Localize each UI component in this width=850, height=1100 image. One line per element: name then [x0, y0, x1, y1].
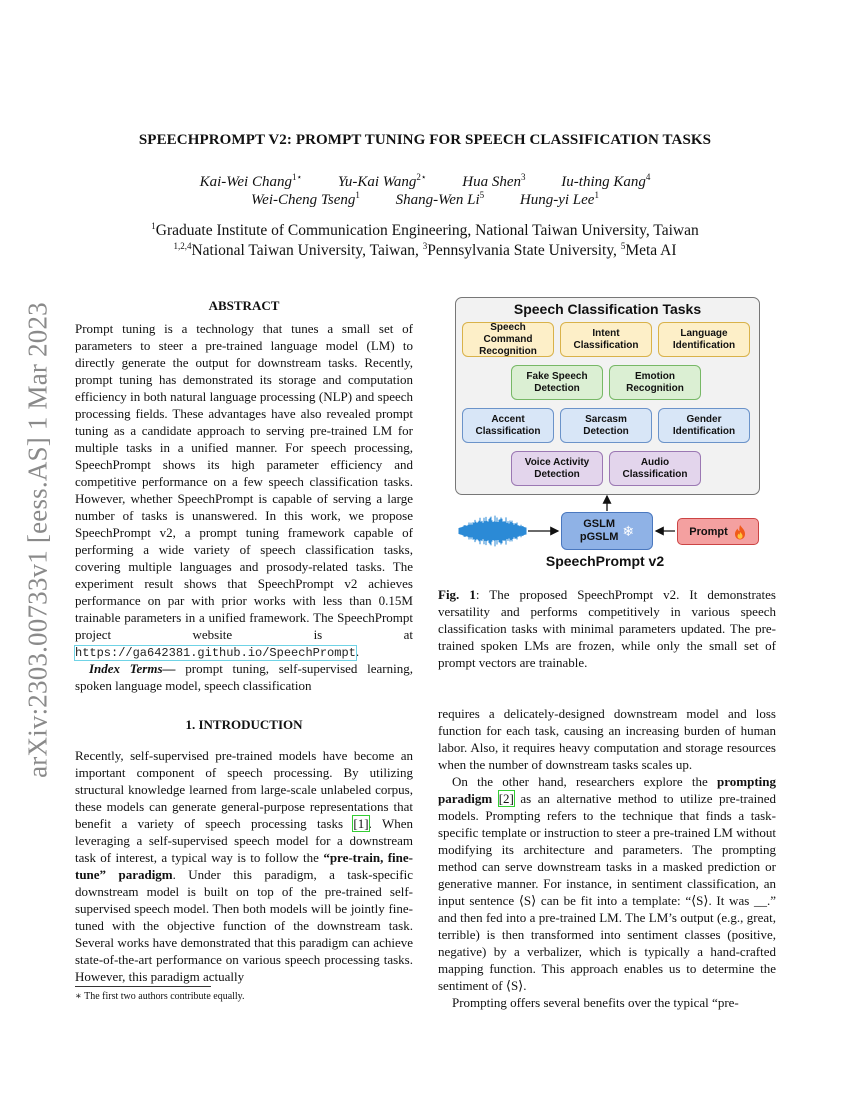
task-box: Sarcasm Detection: [560, 408, 652, 443]
waveform-icon: [459, 516, 526, 547]
task-box: Gender Identification: [658, 408, 750, 443]
project-link[interactable]: https://ga642381.github.io/SpeechPrompt: [75, 646, 356, 660]
footnote-rule: [75, 986, 211, 987]
task-box: Accent Classification: [462, 408, 554, 443]
abstract-body: Prompt tuning is a technology that tunes a small set of parameters to steer a pre-trained language model (LM) to directly generate the output for downstream tasks. Recently, prompt tuning has demonstrated its storage and computation efficiency in both natural language processing (NLP) and speech processing fields. These advantages have also revealed prompt tuning as a candidate approach to serving pre-trained LM for multiple tasks in a unified manner. For speech processing, SpeechPrompt shows its high parameter efficiency and competitive performance on a few speech classification tasks. However, whether SpeechPrompt is capable of serving a large number of tasks is unanswered. In this work, we propose SpeechPrompt v2, a prompt tuning framework capable of performing a wide variety of speech classification tasks, covering multiple languages and prosody-related tasks. The experiment result shows that SpeechPrompt v2 achieves performance on par with prior works with less than 0.15M trainable parameters in a unified framework. The SpeechPrompt project website is at https://ga642381.github.io/SpeechPrompt.: [75, 321, 413, 660]
task-box: Intent Classification: [560, 322, 652, 357]
arxiv-stamp: [18, 290, 58, 790]
author: Kai-Wei Chang$^{1⋆}$: [199, 172, 303, 190]
author: Hung-yi Lee$^1$: [519, 190, 599, 208]
author: Hua Shen$^3$: [462, 172, 526, 190]
task-box: Emotion Recognition: [609, 365, 701, 400]
citation-link[interactable]: [1]: [353, 816, 369, 831]
figure-caption: Fig. 1: The proposed SpeechPrompt v2. It demonstrates versatility and performs competitively in various speech classification tasks with minimal parameters updated. The pre-trained spoken LMs are frozen, while only the small set of prompt vectors are trainable.: [438, 587, 776, 670]
index-terms: Index Terms— prompt tuning, self-supervised learning, spoken language model, speech classification: [75, 661, 413, 693]
intro-heading: 1. INTRODUCTION: [185, 717, 303, 732]
task-box: Language Identification: [658, 322, 750, 357]
snowflake-icon: ❄: [622, 522, 635, 539]
intro-paragraph: Recently, self-supervised pre-trained models have become an important component of speech processing. By utilizing structural knowledge learned from large-scale unlabeled corpus, these models can generate general-purpose representations that benefit a variety of speech processing tasks [1]. When leveraging a self-supervised speech model for a downstream task of interest, a typical way is to follow the “pre-train, fine-tune” paradigm. Under this paradigm, a task-specific downstream model is built on top of the pre-trained self-supervised speech model. Then both models will be jointly fine-tuned with the objective function of the downstream task. Several works have demonstrated that this paradigm can achieve state-of-the-art performance on various speech processing tasks. However, this paradigm actually: [75, 748, 413, 984]
task-box: Fake Speech Detection: [511, 365, 603, 400]
gslm-model-box: GSLM pGSLM ❄: [561, 512, 653, 550]
author-row-1: [0, 174, 850, 191]
tasks-panel: [455, 297, 760, 495]
affiliation-2: $^{1,2,4}$National Taiwan University, Taiwan, $^3$Pennsylvania State University, $^5$Meta AI: [173, 241, 677, 259]
author: Iu-thing Kang$^4$: [561, 172, 651, 190]
paper-title: SPEECHPROMPT V2: PROMPT TUNING FOR SPEECH CLASSIFICATION TASKS: [138, 132, 712, 148]
arxiv-id: arXiv:2303.00733v1 [eess.AS] 1 Mar 2023: [22, 302, 53, 778]
task-box: Audio Classification: [609, 451, 701, 486]
author: Wei-Cheng Tseng$^1$: [251, 190, 360, 208]
figure-name: SpeechPrompt v2: [545, 553, 665, 569]
affiliation-1: $^1$Graduate Institute of Communication Engineering, National Taiwan University, Taiwan: [151, 221, 699, 239]
prompt-box: Prompt: [677, 518, 759, 545]
fire-icon: [733, 524, 747, 540]
footnote: ∗ The first two authors contribute equally.: [75, 991, 245, 1002]
task-box: Speech Command Recognition: [462, 322, 554, 357]
panel-title: Speech Classification Tasks: [513, 301, 702, 317]
author: Shang-Wen Li$^5$: [395, 190, 485, 208]
abstract-heading: ABSTRACT: [208, 298, 280, 313]
author-row-2: [0, 192, 850, 209]
figure-1: [455, 297, 760, 575]
right-column-text: requires a delicately-designed downstream model and loss function for each task, causing an increasing burden of human labor. Also, it requires heavy computation and storage resources when the number of downstream tasks scales up. On the other hand, researchers explore the prompting paradigm [2] as an alternative method to utilize pre-trained models. Prompting refers to the technique that finds a task-specific template or instruction to steer a pre-trained LM without modifying its architecture and parameters. The prompting method can serve downstream tasks in a masked prediction or generative manner. For instance, in sentiment classification, an input sentence ⟨S⟩ can be fit into a template: “⟨S⟩. It was __.” and then fed into a pre-trained LM. The LM’s output (e.g., great, terrible) is then transformed into sentiment classes (positive, negative) by a verbalizer, which is typically a hand-crafted mapping function. This approach enables us to determine the sentiment of ⟨S⟩. Prompting offers several benefits over the typical “pre-: [438, 706, 776, 1010]
citation-link[interactable]: [2]: [498, 791, 514, 806]
author: Yu-Kai Wang$^{2⋆}$: [337, 172, 427, 190]
task-box: Voice Activity Detection: [511, 451, 603, 486]
